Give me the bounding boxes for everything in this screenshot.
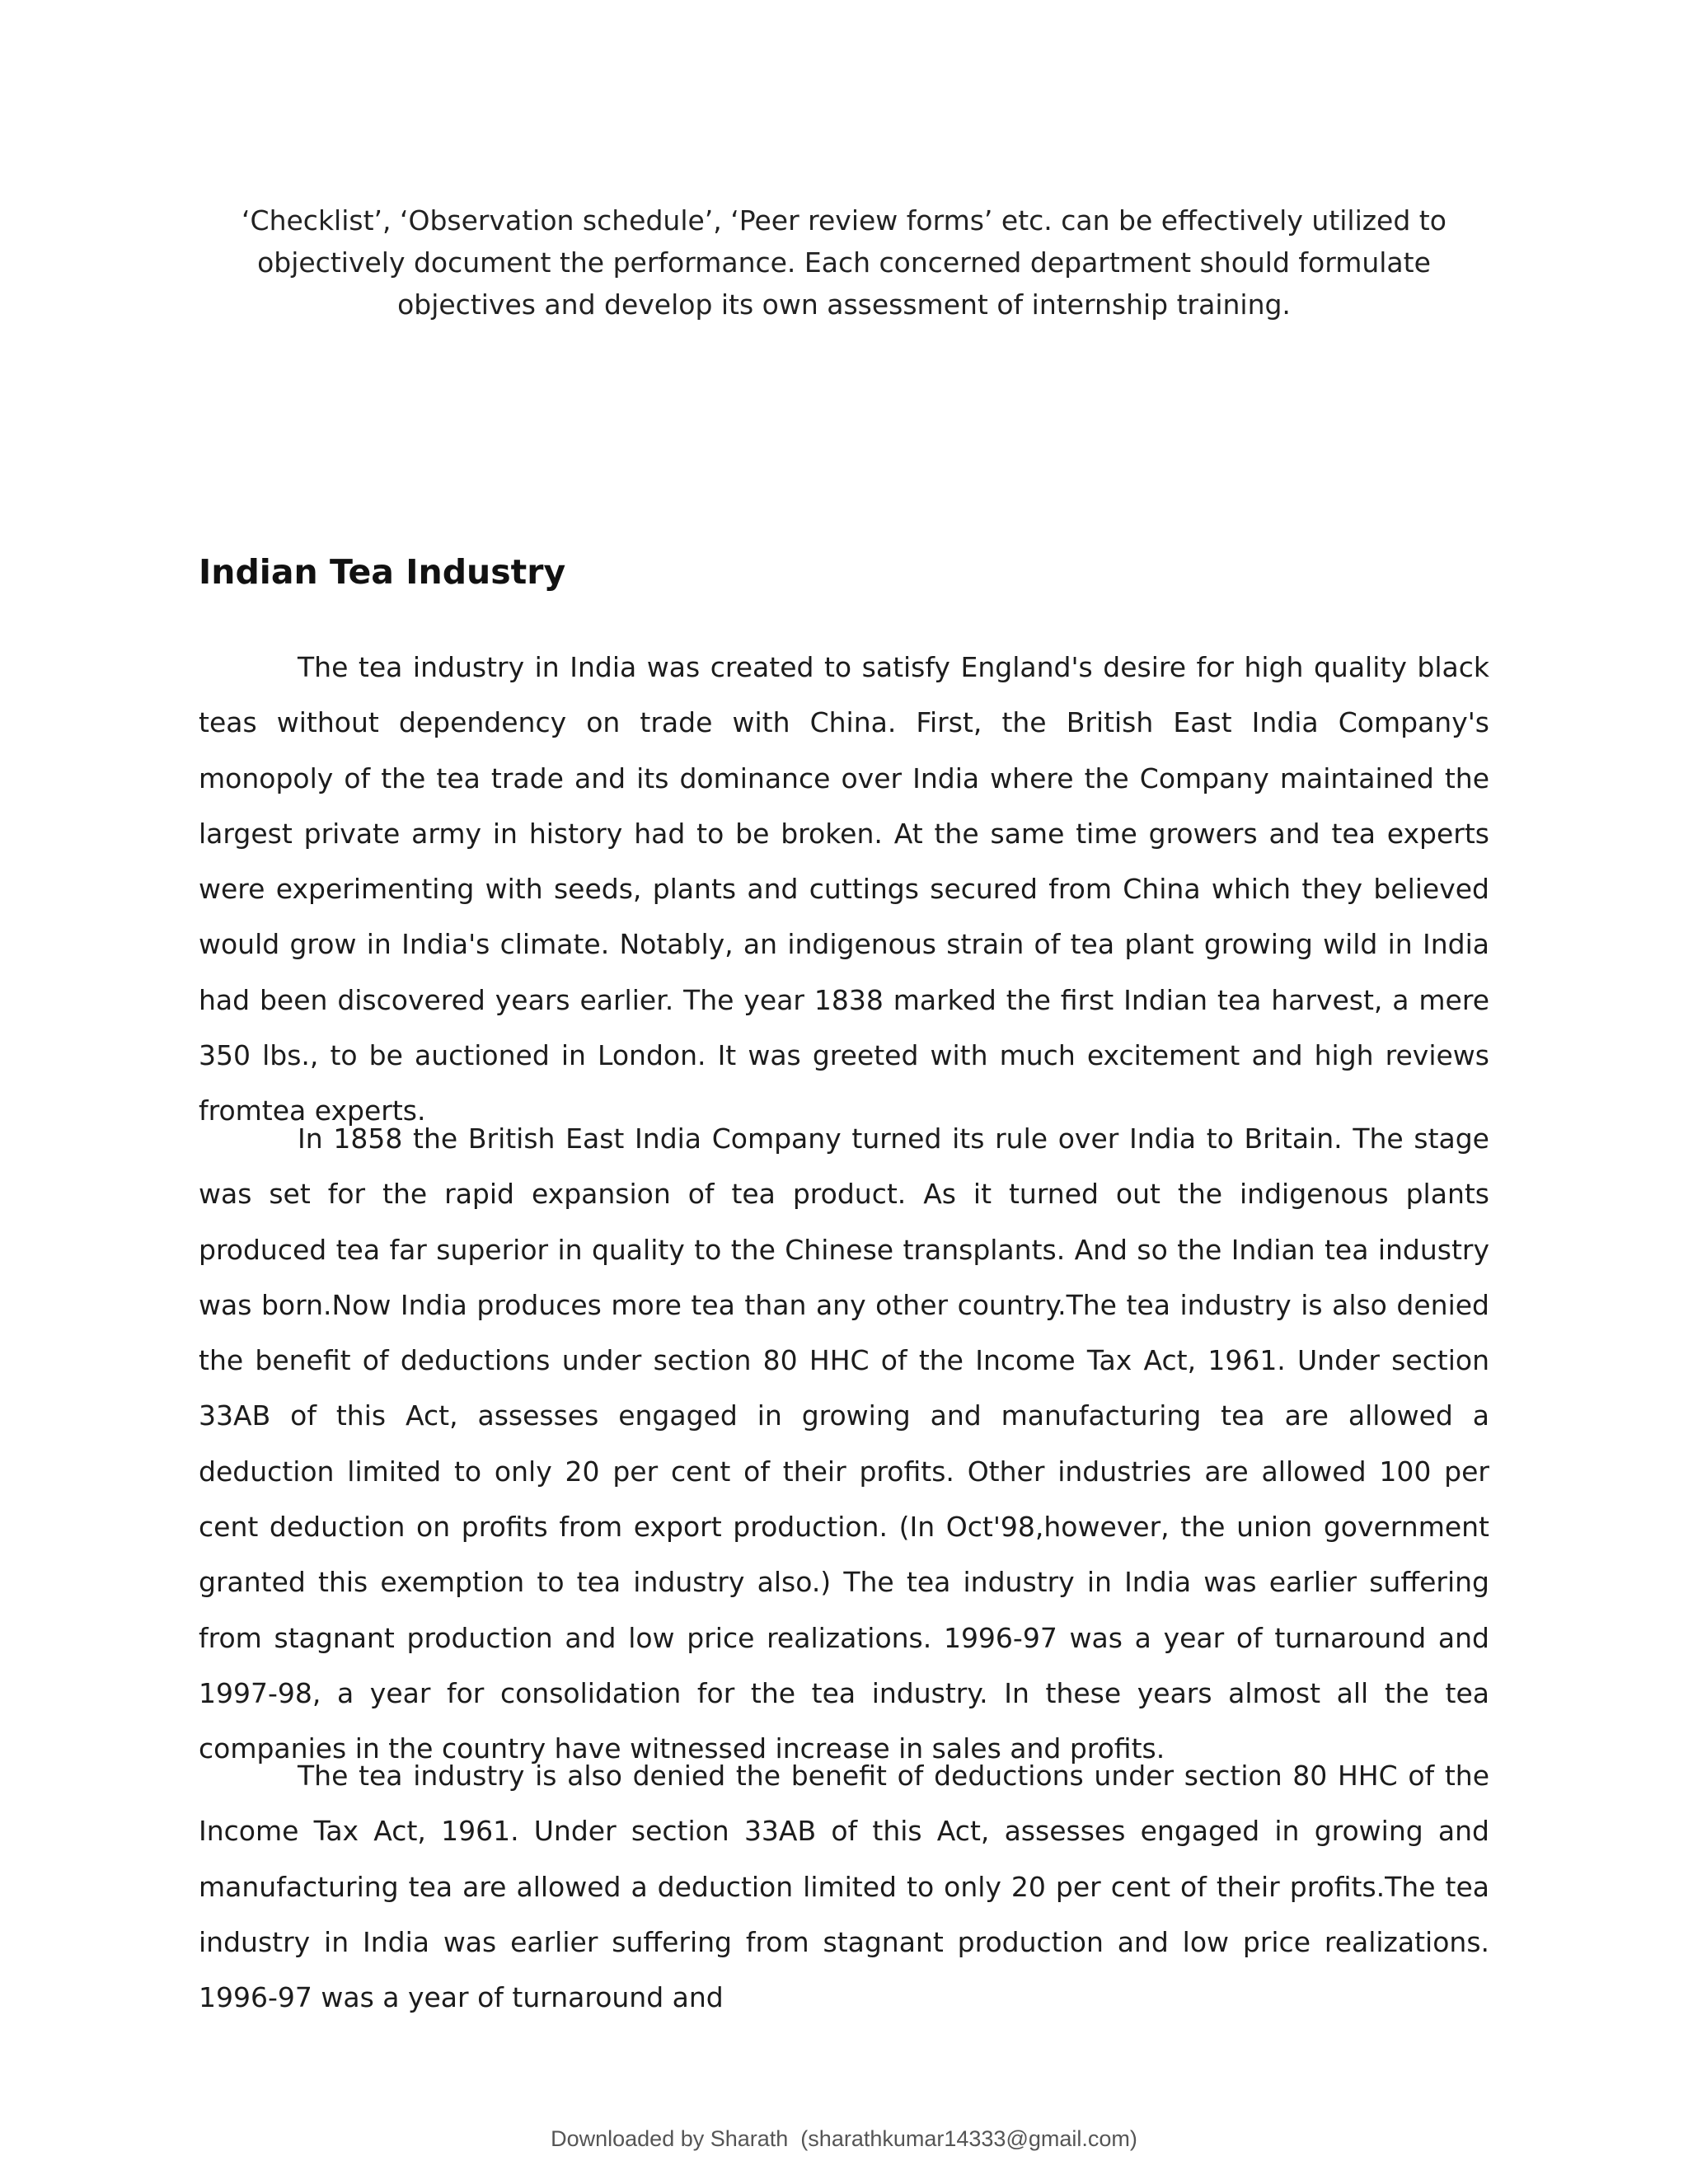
body-paragraph-3: The tea industry is also denied the benefit of deductions under section 80 HHC of the Income Tax Act, 1961. Under section 33AB of this Act, assesses engaged in growing and manufacturing tea are allowed a deduction limited to only 20 per cent of their profits.The tea industry in India was earlier suffering from stagnant production and low price realizations. 1996-97 was a year of turnaround and <box>199 1760 1489 2014</box>
section-heading: Indian Tea Industry <box>199 552 566 592</box>
download-footer: Downloaded by Sharath (sharathkumar14333@gmail.com) <box>551 2126 1137 2151</box>
intro-paragraph: ‘Checklist’, ‘Observation schedule’, ‘Peer review forms’ etc. can be effectively utilized to objectively document the performance. Each concerned department should formulate objectives and develop its own assessment of internship training. <box>241 204 1447 321</box>
body-paragraph-1: The tea industry in India was created to satisfy England's desire for high quality black teas without dependency on trade with China. First, the British East India Company's monopoly of the tea trade and its dominance over India where the Company maintained the largest private army in history had to be broken. At the same time growers and tea experts were experimenting with seeds, plants and cuttings secured from China which they believed would grow in India's climate. Notably, an indigenous strain of tea plant growing wild in India had been discovered years earlier. The year 1838 marked the first Indian tea harvest, a mere 350 lbs., to be auctioned in London. It was greeted with much excitement and high reviews fromtea experts. <box>199 651 1489 1127</box>
body-paragraph-2: In 1858 the British East India Company turned its rule over India to Britain. The stage was set for the rapid expansion of tea product. As it turned out the indigenous plants produced tea far superior in quality to the Chinese transplants. And so the Indian tea industry was born.Now India produces more tea than any other country.The tea industry is also denied the benefit of deductions under section 80 HHC of the Income Tax Act, 1961. Under section 33AB of this Act, assesses engaged in growing and manufacturing tea are allowed a deduction limited to only 20 per cent of their profits. Other industries are allowed 100 per cent deduction on profits from export production. (In Oct'98,however, the union government granted this exemption to tea industry also.) The tea industry in India was earlier suffering from stagnant production and low price realizations. 1996-97 was a year of turnaround and 1997-98, a year for consolidation for the tea industry. In these years almost all the tea companies in the country have witnessed increase in sales and profits. <box>199 1122 1489 1765</box>
